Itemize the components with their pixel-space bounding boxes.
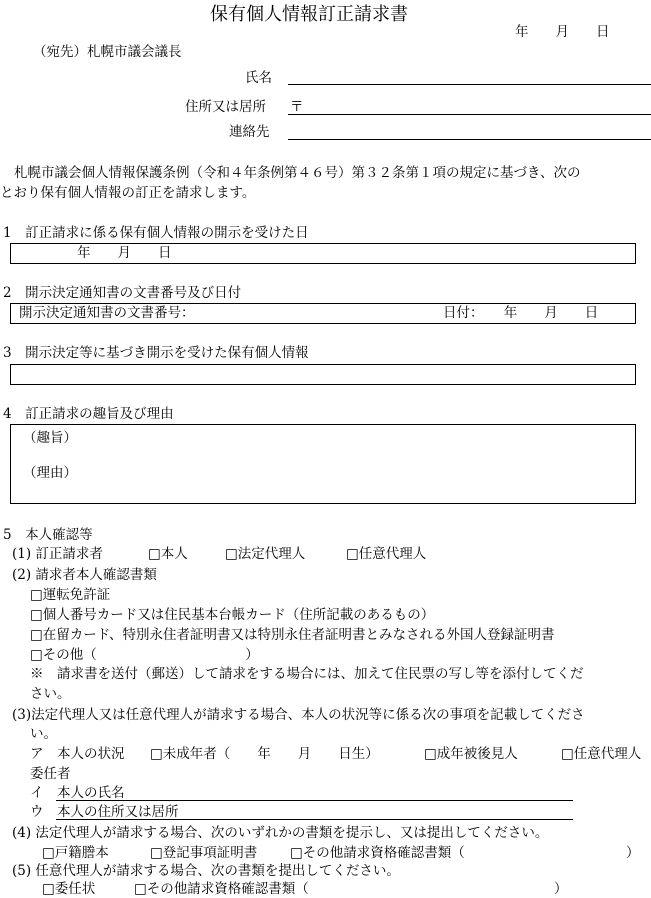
agent-situation-line-2: い。: [30, 726, 57, 742]
intro-line-1: 札幌市議会個人情報保護条例（令和４年条例第４６号）第３２条第１項の規定に基づき、次の: [14, 165, 581, 181]
section-1-heading: 1 訂正請求に係る保有個人情報の開示を受けた日: [3, 225, 309, 241]
contact-field[interactable]: [288, 139, 651, 140]
reason-label: （理由）: [23, 465, 77, 481]
legal-agent-docs-label: (4) 法定代理人が請求する場合、次のいずれかの書類を提示し、又は提出してください。: [12, 825, 549, 841]
page-title: 保有個人情報訂正請求書: [210, 4, 408, 25]
other-voluntary-docs-close: ）: [554, 881, 568, 897]
section-2-heading: 2 開示決定通知書の文書番号及び日付: [3, 285, 242, 301]
other-id-checkbox[interactable]: □その他（ ）: [30, 647, 259, 663]
section-5-heading: 5 本人確認等: [3, 527, 93, 543]
drivers-license-checkbox[interactable]: □運転免許証: [30, 587, 111, 603]
disclosed-info-box[interactable]: [10, 364, 636, 385]
my-number-card-checkbox[interactable]: □個人番号カード又は住民基本台帳カード（住所記載のあるもの）: [30, 607, 435, 623]
minor-checkbox[interactable]: □未成年者（ 年 月 日生）: [150, 746, 379, 762]
address-label: 住所又は居所: [185, 99, 266, 115]
principal-name-label: イ 本人の氏名: [30, 785, 125, 801]
voluntary-agent-docs-label: (5) 任意代理人が請求する場合、次の書類を提出してください。: [12, 863, 400, 879]
principal-address-field[interactable]: [56, 819, 573, 820]
adult-ward-checkbox[interactable]: □成年被後見人: [424, 746, 518, 762]
principal-name-field[interactable]: [56, 800, 573, 801]
other-qualification-close: ）: [626, 845, 640, 861]
section-4-heading: 4 訂正請求の趣旨及び理由: [3, 406, 174, 422]
intro-line-2: とおり保有個人情報の訂正を請求します。: [0, 185, 256, 201]
requester-voluntary-agent-checkbox[interactable]: □任意代理人: [346, 546, 427, 562]
residence-card-checkbox[interactable]: □在留カード、特別永住者証明書又は特別永住者証明書とみなされる外国人登録証明書: [30, 627, 555, 643]
other-voluntary-docs-checkbox[interactable]: □その他請求資格確認書類（: [134, 881, 309, 897]
disclosure-date-box[interactable]: [10, 243, 636, 264]
addressee: （宛先）札幌市議会議長: [33, 44, 182, 60]
address-field[interactable]: [288, 114, 651, 115]
voluntary-agent-checkbox[interactable]: □任意代理人: [561, 746, 642, 762]
family-register-checkbox[interactable]: □戸籍謄本: [42, 845, 109, 861]
mail-note-line-1: ※ 請求書を送付（郵送）して請求をする場合には、加えて住民票の写し等を添付してくだ: [30, 666, 584, 682]
contact-label: 連絡先: [229, 124, 270, 140]
postal-mark: 〒: [290, 99, 304, 115]
power-of-attorney-checkbox[interactable]: □委任状: [42, 881, 96, 897]
requester-self-checkbox[interactable]: □本人: [148, 546, 188, 562]
purpose-reason-box[interactable]: [10, 424, 636, 504]
agent-situation-line-1: (3)法定代理人又は任意代理人が請求する場合、本人の状況等に係る次の事項を記載してくださ: [12, 707, 585, 723]
doc-number-label: 開示決定通知書の文書番号：: [19, 305, 195, 321]
requester-legal-agent-checkbox[interactable]: □法定代理人: [225, 546, 306, 562]
principal-status-cont: 委任者: [30, 766, 71, 782]
id-documents-label: (2) 請求者本人確認書類: [12, 567, 157, 583]
requester-label: (1) 訂正請求者: [12, 546, 103, 562]
name-field[interactable]: [288, 84, 651, 85]
section-3-heading: 3 開示決定等に基づき開示を受けた保有個人情報: [3, 345, 309, 361]
disclosure-date: 年 月 日: [77, 245, 172, 261]
notice-number-box[interactable]: [10, 303, 636, 324]
mail-note-line-2: さい。: [30, 686, 71, 702]
registry-certificate-checkbox[interactable]: □登記事項証明書: [150, 845, 258, 861]
purpose-label: （趣旨）: [23, 430, 77, 446]
date-line: 年 月 日: [515, 24, 610, 40]
notice-date-label: 日付： 年 月 日: [443, 305, 599, 321]
other-qualification-checkbox[interactable]: □その他請求資格確認書類（: [290, 845, 465, 861]
principal-status-label: ア 本人の状況: [30, 746, 125, 762]
name-label: 氏名: [245, 70, 272, 86]
principal-address-label: ウ 本人の住所又は居所: [30, 804, 179, 820]
